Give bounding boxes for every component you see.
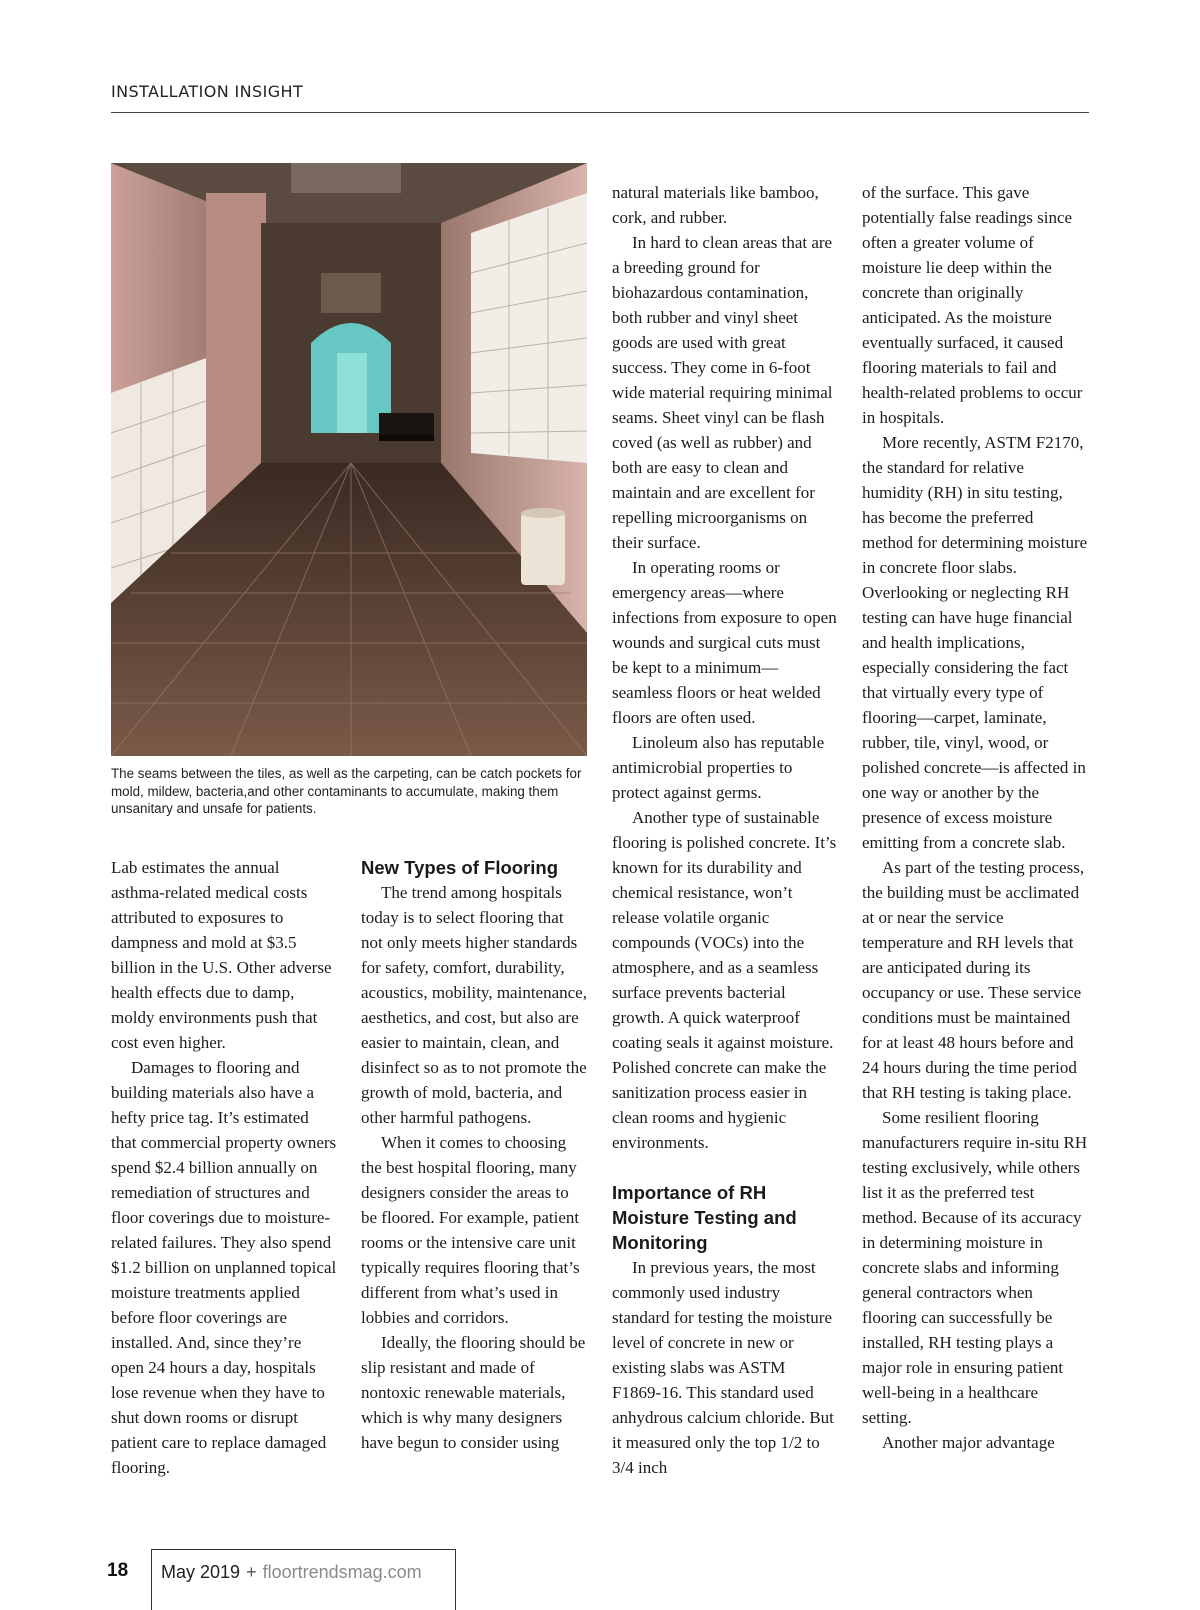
article-column-2 — [361, 855, 587, 1455]
photo-caption: The seams between the tiles, as well as the carpeting, can be catch pockets for mold, mildew, bacteria,and other contaminants to accumulate, making them unsanitary and unsafe for patients. — [111, 766, 582, 816]
article-column-4 — [862, 180, 1088, 1455]
section-heading: New Types of Flooring — [361, 857, 558, 878]
footer-publication — [161, 1562, 422, 1583]
body-paragraph: In previous years, the most commonly used industry standard for testing the moisture level of concrete in new or existing slabs was ASTM F1869-16. This standard used anhydrous calcium chloride. But it measured only the top 1/2 to 3/4 inch — [612, 1258, 834, 1477]
body-paragraph: More recently, ASTM F2170, the standard for relative humidity (RH) in situ testing, has become the preferred method for determining moisture in concrete floor slabs. Overlooking or neglecting RH testing can have huge financial and health implications, especially considering the fact that virtually every type of flooring—carpet, laminate, rubber, tile, vinyl, wood, or polished concrete—is affected in one way or another by the presence of excess moisture emitting from a concrete slab. — [862, 433, 1088, 852]
body-paragraph: Some resilient flooring manufacturers require in-situ RH testing exclusively, while others list it as the preferred test method. Because of its accuracy in determining moisture in concrete slabs and informing general contractors when flooring can successfully be installed, RH testing plays a major role in ensuring patient well-being in a healthcare setting. — [862, 1108, 1088, 1427]
body-paragraph: The trend among hospitals today is to select flooring that not only meets higher standards for safety, comfort, durability, acoustics, mobility, maintenance, aesthetics, and cost, but also are easier to maintain, clean, and disinfect so as to not promote the growth of mold, bacteria, and other harmful pathogens. — [361, 883, 587, 1127]
footer-site: floortrendsmag.com — [262, 1562, 422, 1582]
body-paragraph: Lab estimates the annual asthma-related medical costs attributed to exposures to dampness and mold at $3.5 billion in the U.S. Other adverse health effects due to damp, moldy environments push that cost even higher. — [111, 858, 332, 1052]
body-paragraph: As part of the testing process, the building must be acclimated at or near the service temperature and RH levels that are anticipated during its occupancy or use. These service conditions must be maintained for at least 48 hours before and 24 hours during the time period that RH testing is taking place. — [862, 858, 1085, 1102]
body-paragraph: When it comes to choosing the best hospital flooring, many designers consider the areas to be floored. For example, patient rooms or the intensive care unit typically requires flooring that’s different from what’s used in lobbies and corridors. — [361, 1133, 580, 1327]
section-heading: Importance of RH Moisture Testing and Monitoring — [612, 1182, 797, 1253]
section-label: INSTALLATION INSIGHT — [111, 82, 304, 101]
body-paragraph: Damages to flooring and building materials also have a hefty price tag. It’s estimated that commercial property owners spend $2.4 billion annually on remediation of structures and floor coverings due to moisture-related failures. They also spend $1.2 billion on unplanned topical moisture treatments applied before floor coverings are installed. And, since they’re open 24 hours a day, hospitals lose revenue when they have to shut down rooms or disrupt patient care to replace damaged flooring. — [111, 1058, 337, 1477]
page-number: 18 — [107, 1560, 129, 1581]
body-paragraph: Another type of sustainable flooring is polished concrete. It’s known for its durability and chemical resistance, won’t release volatile organic compounds (VOCs) into the atmosphere, and as a seamless surface prevents bacterial growth. A quick waterproof coating seals it against moisture. Polished concrete can make the sanitization process easier in clean rooms and hygienic environments. — [612, 808, 837, 1152]
body-paragraph: Another major advantage — [882, 1433, 1055, 1452]
body-paragraph: Ideally, the flooring should be slip resistant and made of nontoxic renewable materials, which is why many designers have begun to consider using — [361, 1333, 586, 1452]
body-paragraph: In operating rooms or emergency areas—where infections from exposure to open wounds and surgical cuts must be kept to a minimum— seamless floors or heat welded floors are often used. — [612, 558, 837, 727]
article-column-3 — [612, 180, 838, 1480]
body-paragraph: Linoleum also has reputable antimicrobial properties to protect against germs. — [612, 733, 825, 802]
header-rule — [111, 112, 1089, 113]
body-paragraph: In hard to clean areas that are a breeding ground for biohazardous contamination, both rubber and vinyl sheet goods are used with great success. They come in 6-foot wide material requiring minimal seams. Sheet vinyl can be flash coved (as well as rubber) and both are easy to clean and maintain and are excellent for repelling microorganisms on their surface. — [612, 233, 833, 552]
body-paragraph: natural materials like bamboo, cork, and rubber. — [612, 183, 819, 227]
body-paragraph: of the surface. This gave potentially false readings since often a greater volume of moisture lie deep within the concrete than originally anticipated. As the moisture eventually surfaced, it caused flooring materials to fail and health-related problems to occur in hospitals. — [862, 183, 1083, 427]
column-gap — [612, 1155, 838, 1180]
footer-date: May 2019 — [161, 1562, 241, 1582]
hospital-corridor-photo — [111, 163, 587, 756]
footer-separator: + — [246, 1562, 257, 1582]
article-column-1 — [111, 855, 337, 1480]
